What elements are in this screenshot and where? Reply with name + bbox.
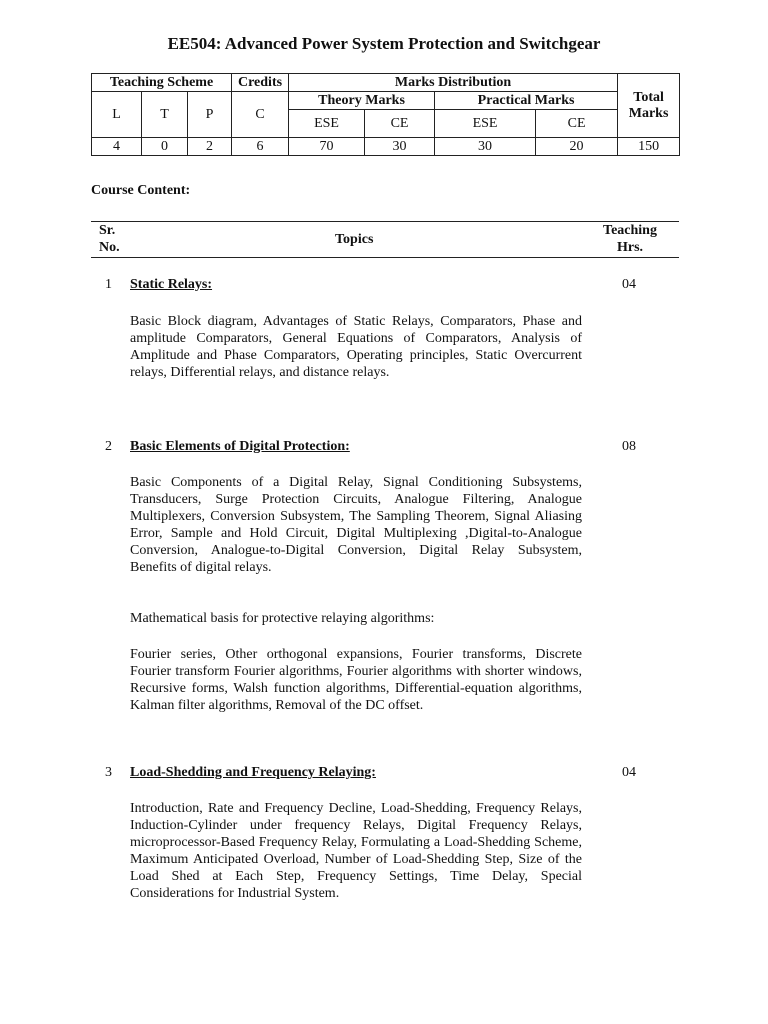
col-theory-ese: ESE — [289, 110, 365, 138]
teaching-scheme-header: Teaching Scheme — [92, 74, 232, 92]
content-header-top-rule — [91, 221, 679, 222]
col-practical-ese: ESE — [435, 110, 536, 138]
sr-no-header: Sr. No. — [99, 223, 120, 255]
topic-hours: 04 — [622, 765, 636, 780]
practical-marks-header: Practical Marks — [435, 92, 618, 110]
value-practical-ce: 20 — [536, 138, 618, 156]
theory-marks-header: Theory Marks — [289, 92, 435, 110]
credits-header: Credits — [232, 74, 289, 92]
value-p: 2 — [188, 138, 232, 156]
col-theory-ce: CE — [365, 110, 435, 138]
course-content-label: Course Content: — [91, 183, 191, 198]
value-practical-ese: 30 — [435, 138, 536, 156]
col-l: L — [92, 92, 142, 138]
content-header-bottom-rule — [91, 257, 679, 258]
topic-paragraph: Basic Block diagram, Advantages of Static Relays, Comparators, Phase and amplitude Comparators, General Equations of Comparators, Analysis of Amplitude and Phase Comparators, Operating principles, Static Overcurrent relays, Differential relays, and distance relays. — [130, 314, 582, 380]
topics-header: Topics — [335, 232, 374, 247]
value-theory-ce: 30 — [365, 138, 435, 156]
topic-number: 3 — [105, 765, 112, 780]
topic-title: Basic Elements of Digital Protection: — [130, 439, 350, 454]
topic-title: Load-Shedding and Frequency Relaying: — [130, 765, 376, 780]
topic-paragraph: Basic Components of a Digital Relay, Signal Conditioning Subsystems, Transducers, Surge Protection Circuits, Analogue Filtering, Analogue Multiplexers, Conversion Subsystem, The Sampling Theorem, Signal Aliasing Error, Sample and Hold Circuit, Digital Multiplexing ,Digital-to-Analogue Conversion, Analogue-to-Digital Conversion, Digital Relay Subsystem, Benefits of digital relays. — [130, 475, 582, 575]
value-t: 0 — [142, 138, 188, 156]
value-total: 150 — [618, 138, 680, 156]
value-theory-ese: 70 — [289, 138, 365, 156]
scheme-table — [91, 73, 680, 156]
topic-paragraph: Introduction, Rate and Frequency Decline, Load-Shedding, Frequency Relays, Induction-Cylinder under frequency Relays, Digital Frequency Relays, microprocessor-Based Frequency Relay, Formulating a Load-Shedding Scheme, Maximum Anticipated Overload, Number of Load-Shedding Step, Size of the Load Shed at Each Step, Frequency Settings, Time Delay, Special Considerations for Industrial System. — [130, 801, 582, 901]
topic-number: 2 — [105, 439, 112, 454]
topic-number: 1 — [105, 277, 112, 292]
value-c: 6 — [232, 138, 289, 156]
value-l: 4 — [92, 138, 142, 156]
topic-hours: 04 — [622, 277, 636, 292]
topic-hours: 08 — [622, 439, 636, 454]
topic-title: Static Relays: — [130, 277, 213, 292]
marks-distribution-header: Marks Distribution — [289, 74, 618, 92]
col-p: P — [188, 92, 232, 138]
col-c: C — [232, 92, 289, 138]
col-t: T — [142, 92, 188, 138]
col-practical-ce: CE — [536, 110, 618, 138]
topic-paragraph: Fourier series, Other orthogonal expansions, Fourier transforms, Discrete Fourier transform Fourier algorithms, Fourier algorithms with shorter windows, Recursive forms, Walsh function algorithms, Differential-equation algorithms, Kalman filter algorithms, Removal of the DC offset. — [130, 647, 582, 713]
topic-paragraph: Mathematical basis for protective relaying algorithms: — [130, 611, 435, 626]
page-title: EE504: Advanced Power System Protection and Switchgear — [167, 34, 601, 53]
teaching-hrs-header: Teaching Hrs. — [603, 223, 657, 255]
total-marks-header: Total Marks — [618, 74, 680, 138]
